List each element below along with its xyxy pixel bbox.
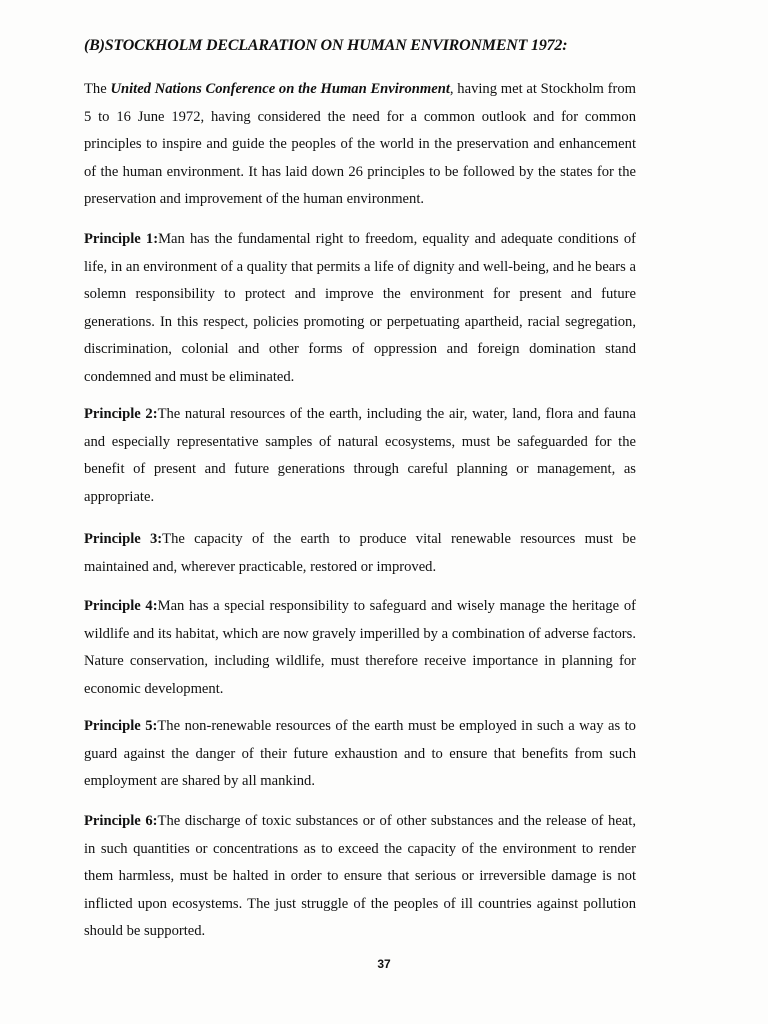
principle-1-paragraph [84,226,636,392]
conference-name: United Nations Conference on the Human Environment [110,81,450,97]
principle-6-text: The discharge of toxic substances or of other substances and the release of heat, in such quantities or concentrations as to exceed the capacity of the environment to render them harmless, must be halted in order to ensure that serious or irreversible damage is not inflicted upon ecosystems. The just struggle of the peoples of ill countries against pollution should be supported. [84,813,636,940]
principle-2-text: The natural resources of the earth, including the air, water, land, flora and fauna and especially representative samples of natural ecosystems, must be safeguarded for the benefit of present and future generations through careful planning or management, as appropriate. [84,406,636,505]
principle-6-label: Principle 6: [84,813,158,829]
page-number: 37 [377,957,391,971]
principle-5-paragraph [84,713,636,796]
principle-2-label: Principle 2: [84,406,158,422]
principle-5-label: Principle 5: [84,718,158,734]
principle-3-paragraph [84,526,636,581]
principle-2-paragraph [84,401,636,511]
intro-text: , having met at Stockholm from 5 to 16 June 1972, having considered the need for a common outlook and for common principles to inspire and guide the peoples of the world in the preservation and enhancement of the human environment. It has laid down 26 principles to be followed by the states for the preservation and improvement of the human environment. [84,81,637,208]
principle-1-label: Principle 1: [84,231,159,247]
principle-3-label: Principle 3: [84,531,163,547]
principle-4-text: Man has a special responsibility to safeguard and wisely manage the heritage of wildlife and its habitat, which are now gravely imperilled by a combination of adverse factors. Nature conservation, including wildlife, must therefore receive importance in planning for economic development. [84,598,636,697]
principle-5-text: The non-renewable resources of the earth must be employed in such a way as to guard against the danger of their future exhaustion and to ensure that benefits from such employment are shared by all mankind. [84,718,636,790]
principle-6-paragraph [84,808,636,946]
section-heading: (B)STOCKHOLM DECLARATION ON HUMAN ENVIRONMENT 1972: [84,37,568,54]
principle-1-text: Man has the fundamental right to freedom, equality and adequate conditions of life, in an environment of a quality that permits a life of dignity and well-being, and he bears a solemn responsibility to protect and improve the environment for present and future generations. In this respect, policies promoting or perpetuating apartheid, racial segregation, discrimination, colonial and other forms of oppression and foreign domination stand condemned and must be eliminated. [84,231,636,385]
principle-4-label: Principle 4: [84,598,158,614]
principle-4-paragraph [84,593,636,703]
intro-paragraph [84,76,636,214]
principle-3-text: The capacity of the earth to produce vital renewable resources must be maintained and, wherever practicable, restored or improved. [84,531,636,575]
intro-prefix: The [84,81,111,97]
